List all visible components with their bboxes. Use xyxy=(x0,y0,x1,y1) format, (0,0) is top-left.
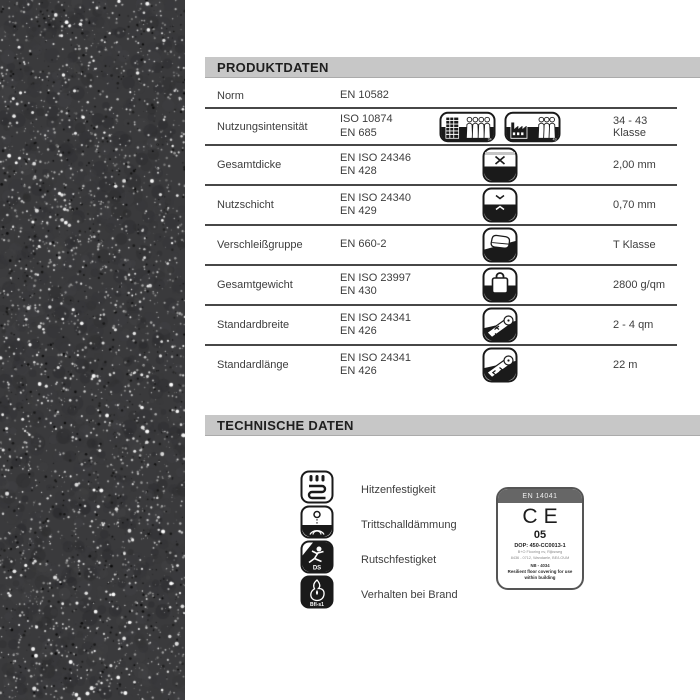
ce-manufacturer-line1: B+O Flooring nv, Rijksweg xyxy=(517,550,563,555)
row-label: Verschleißgruppe xyxy=(205,225,340,265)
produktdaten-section-header xyxy=(205,57,700,78)
technical-properties-list xyxy=(300,473,458,613)
row-icons xyxy=(435,85,565,108)
ce-certificate-badge xyxy=(496,487,584,590)
ce-product-description: Resilient floor covering for use within building xyxy=(507,568,573,580)
usage-class-43-icon xyxy=(504,111,561,143)
datasheet-content xyxy=(205,0,700,700)
wear-group-icon xyxy=(482,227,518,263)
heat-resistance-icon xyxy=(300,470,334,504)
total-thickness-icon xyxy=(482,147,518,183)
ce-notified-body: NB - 4034 xyxy=(530,562,550,568)
impact-sound-icon xyxy=(300,505,334,539)
row-icons xyxy=(435,145,565,185)
table-row xyxy=(205,108,677,146)
row-label: Nutzschicht xyxy=(205,185,340,225)
row-label: Gesamtgewicht xyxy=(205,265,340,305)
technische-daten-section-header xyxy=(205,415,700,436)
row-norms: ISO 10874 EN 685 xyxy=(340,108,435,146)
row-value: 2 - 4 qm xyxy=(565,305,677,345)
row-value: 22 m xyxy=(613,359,638,372)
tech-item-label: Rutschfestigket xyxy=(361,553,437,566)
tech-item-label: Hitzenfestigkeit xyxy=(361,483,436,496)
table-row xyxy=(205,265,677,305)
technische-daten-title: TECHNISCHE DATEN xyxy=(217,417,354,433)
row-norms: EN 10582 xyxy=(340,85,435,108)
row-norms: EN ISO 24340 EN 429 xyxy=(340,185,435,225)
row-norms: EN ISO 24341 EN 426 xyxy=(340,351,411,378)
ce-manufacturer-line2: 8436 - 0712, Wandaele, BE/LOUM xyxy=(510,556,570,561)
table-row xyxy=(205,345,677,384)
row-norms: EN ISO 23997 EN 430 xyxy=(340,265,435,305)
usage-class-34-icon xyxy=(439,111,496,143)
ce-year: 05 xyxy=(533,529,547,541)
table-row xyxy=(205,305,677,345)
floor-texture-swatch xyxy=(0,0,185,700)
tech-item-label: Trittschalldämmung xyxy=(361,518,457,531)
row-norms: EN ISO 24346 EN 428 xyxy=(340,145,435,185)
product-data-table xyxy=(205,85,677,384)
row-value: 2,00 mm xyxy=(565,145,677,185)
slip-resistance-icon xyxy=(300,540,334,574)
row-icons xyxy=(435,265,565,305)
row-value xyxy=(565,85,677,108)
table-row xyxy=(205,85,677,108)
tech-item xyxy=(300,578,458,611)
roll-length-icon xyxy=(482,347,518,383)
row-norms: EN ISO 24341 EN 426 xyxy=(340,305,435,345)
row-label: Gesamtdicke xyxy=(205,145,340,185)
table-row xyxy=(205,185,677,225)
row-label: Nutzungsintensität xyxy=(205,108,340,146)
row-value: 2800 g/qm xyxy=(565,265,677,305)
row-icons xyxy=(435,225,565,265)
fire-behaviour-icon xyxy=(300,575,334,609)
row-value: T Klasse xyxy=(565,225,677,265)
tech-item xyxy=(300,508,458,541)
row-value: 34 - 43 Klasse xyxy=(565,108,677,146)
wear-layer-icon xyxy=(482,187,518,223)
row-norms: EN 660-2 xyxy=(340,225,435,265)
tech-item xyxy=(300,473,458,506)
row-icons xyxy=(435,345,565,384)
row-icons xyxy=(435,108,565,146)
row-label: Standardbreite xyxy=(205,305,340,345)
row-icons xyxy=(435,185,565,225)
produktdaten-title: PRODUKTDATEN xyxy=(217,59,329,75)
tech-item-label: Verhalten bei Brand xyxy=(361,588,458,601)
row-label: Norm xyxy=(205,85,340,108)
row-label: Standardlänge xyxy=(217,359,289,372)
row-value: 0,70 mm xyxy=(565,185,677,225)
roll-width-icon xyxy=(482,307,518,343)
table-row xyxy=(205,145,677,185)
row-icons xyxy=(435,305,565,345)
ce-mark: CE xyxy=(522,505,564,528)
ce-standard-label: EN 14041 xyxy=(498,489,582,503)
ce-dop-number: DOP: 450-CC0013-1 xyxy=(514,543,566,550)
product-table-body xyxy=(205,85,677,384)
total-weight-icon xyxy=(482,267,518,303)
table-row xyxy=(205,225,677,265)
tech-item xyxy=(300,543,458,576)
